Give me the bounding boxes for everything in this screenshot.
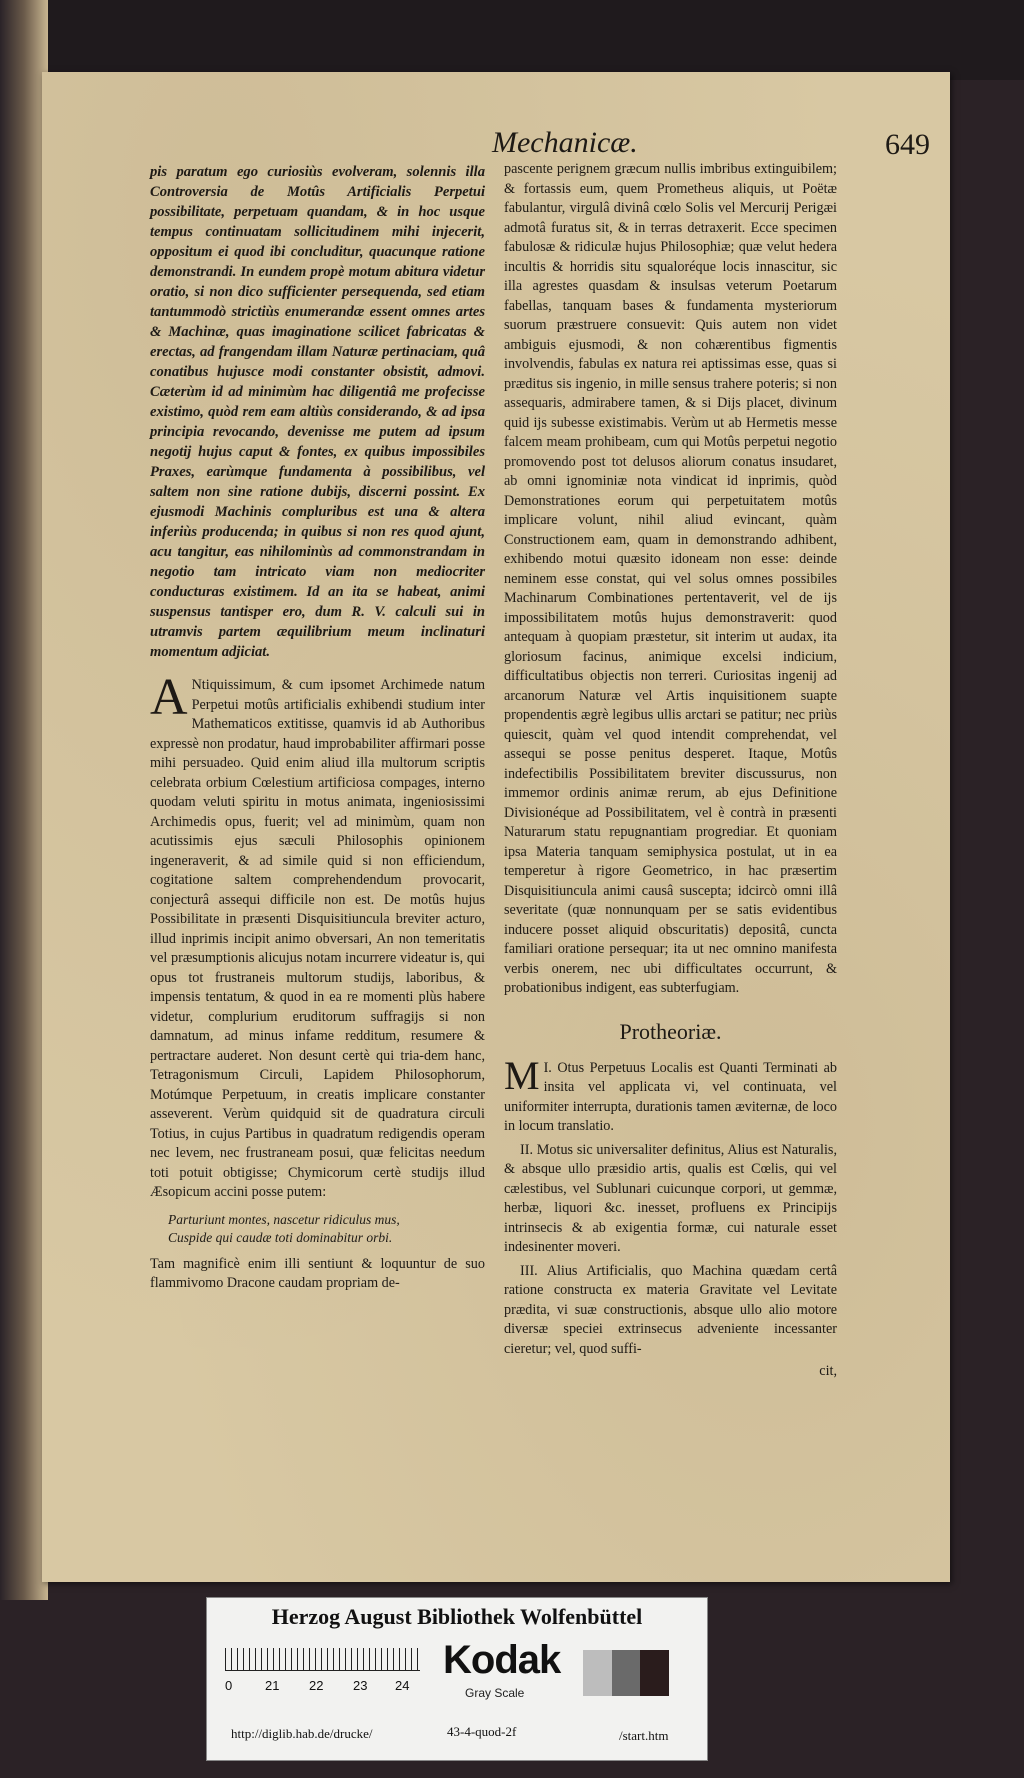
library-name: Herzog August Bibliothek Wolfenbüttel [271, 1604, 643, 1629]
verse-line-1: Parturiunt montes, nascetur ridiculus mus, [168, 1211, 400, 1227]
book-page [42, 72, 950, 1582]
item-1-number: I. [543, 1059, 552, 1076]
paragraph-tam-magnifice: Tam magnificè enim illi sentiunt & loquuntur de suo flammivomo Dracone caudam propriam de- [150, 1255, 485, 1291]
gray-scale-swatches [583, 1650, 669, 1696]
paragraph-pascente: pascente perignem græcum nullis imbribus extinguibilem; & fortassis eum, quem Prometheus aliquis, ut Poëtæ fabulantur, virgulâ divinâ cœlo Solis vel Mercurij Perigæi admotâ furatus sit, & in terras detraxerit. Ecce specimen fabulosæ & ridiculæ hujus Philosophiæ; quæ velut hedera incultis & horridis situ squaloréque locis innascitur, sic illa agrestes quasdam & insulsas veterum Poetarum fabellas, tanquam bases & fundamenta mysteriorum suorum præstruere consuevit: Quis autem non videt ambiguis ejusmodi, & non cohærentibus figmentis involvendis, fabulas ex natura rei aptissimas esse, quas si præditus sis ingenio, in mille sensus trahere poteris; si non assequaris, admirabere tamen, & si Dijs placet, divinum quid ijs subesse existimabis. Verùm ut ab Hermetis messe falcem meam prohibeam, cum qui Motûs perpetui negotio promovendo post tot delusos aliorum conatus insudaret, ab omni ignominiæ nota vindicat id inprimis, quòd Demonstrationes eorum qui perpetuitatem motûs implicare volunt, nihil aliud evincant, quàm Constructionem eam, quam in demonstrando adhibent, exhibendo motui quæsito idoneam non esse: deinde neminem esse constat, qui vel solus omnes possibiles Machinarum Combinationes pertentaverit, vel de ijs impossibilitatem motûs hujus demonstraverit: quod antequam à quopiam præstetur, sit interim ut audax, ita gloriosum facinus, animique excelsi indicium, difficultatibus objectis non terreri. Curiositas ingenij ad arcanorum Naturæ vel Artis inquisitionem suapte propendentis ægrè legibus ullis arctari se patitur; nec priùs quiescit, quàm vel quod intendit comprehendat, vel assequi se posse penitus desperet. Itaque, Motûs indefectibilis Possibilitatem breviter discussurus, non immemor ordinis animæ rerum, ab ejus Definitione Divisionéque ad Possibilitatem, vel è contrà in præsenti Naturarum statu repugnantiam progrediar. Et quoniam ipsa Materia tanquam semiphysica postulat, ut in ea temperetur à rigore Geometrico, in hac præsertim Disquisitiuncula animi causâ suscepta; idcircò omni illâ severitate (quæ nonnunquam per se satis evidentibus inducere posset aliquid obscuritatis) depositâ, cuncta familiari oratione persequar; ita ut nec omnino manifesta verbis onerem, nec ubi difficultates occurrunt, & probationibus indigent, eas subterfugiam. [504, 161, 837, 996]
ruler-number: 0 [225, 1678, 233, 1693]
gray-swatch-dark [640, 1650, 669, 1696]
grayscale-label: Gray Scale [465, 1686, 525, 1700]
item-1-text: Otus Perpetuus Localis est Quanti Terminati ab insita vel applicata vi, vel continuata, vel uniformiter interrupta, durationis tamen æviternæ, de loco in locum translatio. [504, 1059, 837, 1134]
item-1-initial: M [504, 1052, 540, 1098]
catchword: cit, [819, 1363, 837, 1379]
library-card [206, 1597, 708, 1761]
paragraph-antiquissimum: ANtiquissimum, & cum ipsomet Archimede natum Perpetui motûs artificialis exhibendi studium inter Mathematicos extitisse, quamvis id ab Authoribus expressè non prodatur, haud improbabiliter affirmari posse mihi persuadeo. Quid enim aliud illa multorum scriptis celebrata orbium Cœlestium artificiosa compages, interno quodam veluti spiritu in motus animata, ingeniosissimi Archimedis opus, fuerit; vel ad minimùm, quam non acutissimis ejus sæculi Philosophis opinionem ingeneraverit, & ad simile quid si non efficiendum, cogitatione saltem comprehendendum provocarit, conjecturâ assequi difficile non est. De motûs hujus Possibilitate in præsenti Disquisitiuncula breviter acturo, illud inprimis incipit animo obversari, An non temeritatis vel præsumptionis alicujus notam incurrere videatur is, qui opus tot frustraneis multorum studijs, laboribus, & impensis tentatum, & quod in ea re momenti plùs habere videtur, complurium eruditorum suffragijs si non damnatum, ad minus infame redditum, resumere & pertractare auderet. Non desunt certè qui tria-dem hanc, Tetragonismum Circuli, Lapidem Philosophorum, Motúmque Perpetuum, in creatis implicare constanter asseverent. Verùm quidquid sit de quadratura circuli Totius, in cujus Partibus in quadratum redigendis operam nec levem, nec frustraneam posui, quæ felicitas needum toti potuit obtigisse; Chymicorum certè studijs illud Æsopicum accini posse putem: [150, 669, 485, 1200]
right-column [504, 160, 837, 1380]
gray-swatch-light [583, 1650, 612, 1696]
kodak-logo: Kodak [443, 1638, 561, 1682]
protheoria-item-3: III. Alius Artificialis, quo Machina quædam certâ ratione constructa ex materia Gravitate vel Levitate prædita, vi suæ constructionis, absque ullo alio motore diversæ speciei extrinsecus adveniente incessanter cieretur; vel, quod suffi- [504, 1262, 837, 1357]
protheoria-item-2: II. Motus sic universaliter definitus, Alius est Naturalis, & absque ullo præsidio artis, qualis est Cœlis, qui vel cælestibus, vel Sublunari cuicunque corpori, ut gemmæ, herbæ, liquori &c. inesset, profluens ex Principijs intrinsecis & ab exigentia formæ, cui naturale esset indesinenter moveri. [504, 1141, 837, 1255]
ruler-number: 21 [265, 1678, 280, 1693]
library-url: http://diglib.hab.de/drucke/ [231, 1726, 373, 1741]
ruler-number: 22 [309, 1678, 324, 1693]
ruler-number: 23 [353, 1678, 368, 1693]
page-header [192, 120, 932, 160]
page-number: 649 [885, 128, 930, 161]
running-title: Mechanicæ. [492, 126, 638, 159]
verse-quote [168, 1211, 485, 1247]
facing-page-edge [0, 0, 48, 1600]
protheoria-item-1 [504, 1052, 837, 1137]
section-heading: Protheoriæ. [619, 1018, 722, 1044]
scan-background [0, 0, 1024, 80]
scale-ruler [225, 1640, 420, 1671]
italic-paragraph: pis paratum ego curiosiùs evolveram, solennis illa Controversia de Motûs Artificialis Perpetui possibilitate, perpetuam quandam, & in hoc usque tempus continuatam sollicitudinem mihi injecerit, oppositum ei quod ibi concluditur, quacunque ratione demonstrandi. In eundem propè motum abitura videtur oratio, si non dico sufficienter persequenda, sed etiam tantummodò strictiùs enumerandæ essent omnes artes & Machinæ, quas imaginatione scilicet fabricatas & erectas, ad frangendam illam Naturæ pertinaciam, quâ conatibus hujusce modi constanter obsistit, admovi. Cæterùm id ad minimùm hac diligentiâ me profecisse existimo, quòd rem eam altiùs considerando, & ad ipsa principia revocando, devenisse me putem ad ipsum negotij hujus caput & fontes, ex quibus impossibiles Praxes, earùmque fundamenta à possibilibus, vel saltem non sine ratione dubijs, discerni possint. Ex ejusmodi Machinis compluribus est una & altera inferiùs producenda; in quibus si non res quod ajunt, acu tangitur, eas nihilominùs ad commonstrandam in negotio tam intricato viam non mediocriter conducturas existimem. Id an ita se habeat, animi suspensus tantisper ero, dum R. V. calculi sui in utramvis partem æquilibrium meum inclinaturi momentum adjiciat. [150, 164, 485, 660]
start-page: /start.htm [619, 1728, 669, 1743]
left-column [150, 162, 485, 1294]
ruler-number: 24 [395, 1678, 410, 1693]
gray-swatch-mid [612, 1650, 641, 1696]
shelfmark: 43-4-quod-2f [447, 1724, 517, 1739]
verse-line-2: Cuspide qui caudæ toti dominabitur orbi. [168, 1229, 393, 1245]
